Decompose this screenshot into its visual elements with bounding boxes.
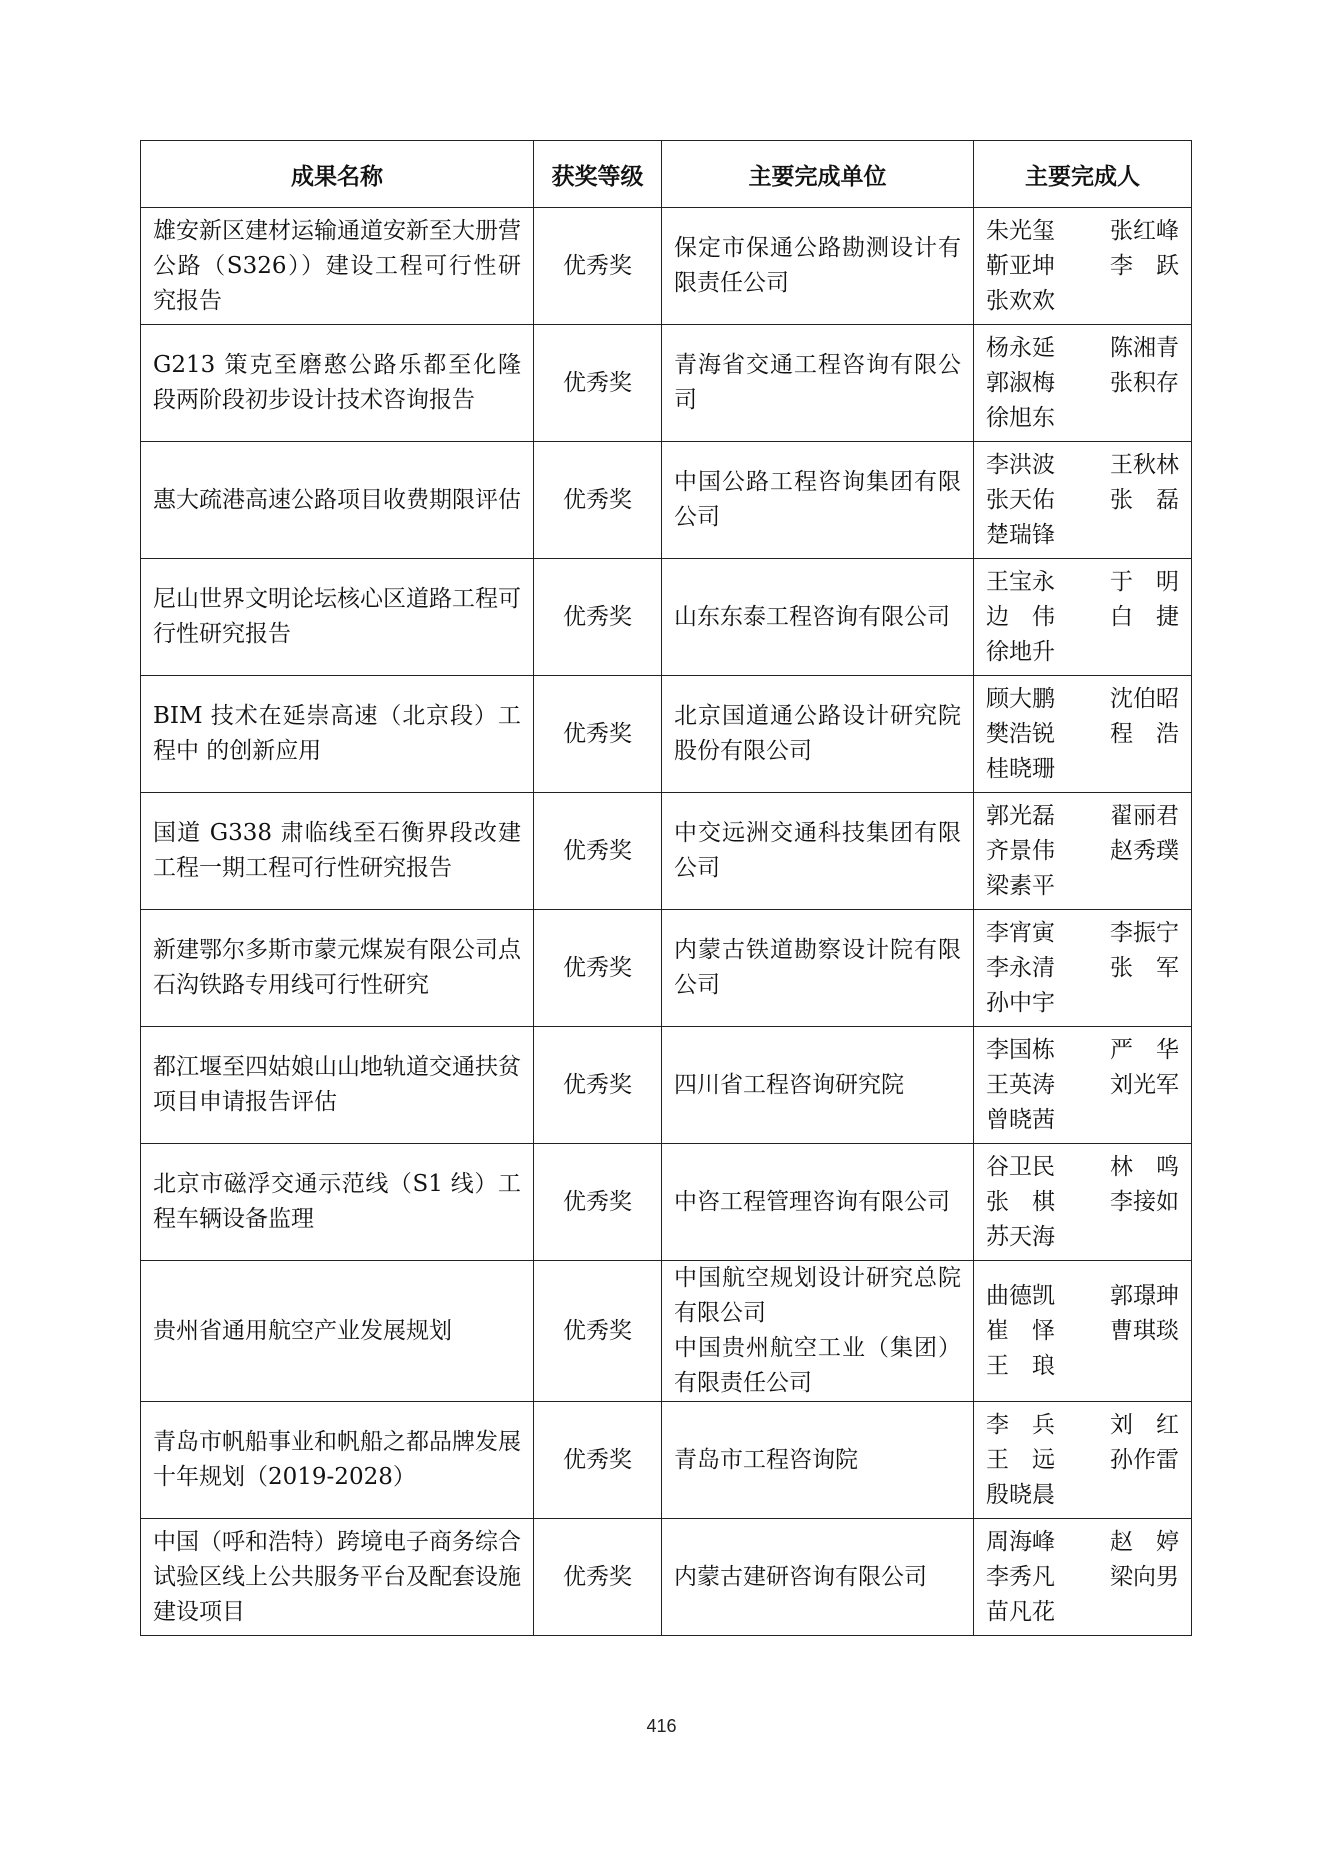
main-unit xyxy=(662,1402,974,1519)
main-unit xyxy=(662,1519,974,1636)
award-level: 优秀奖 xyxy=(534,1402,662,1519)
award-level: 优秀奖 xyxy=(534,1144,662,1261)
achievement-name: 雄安新区建材运输通道安新至大册营公路（S326））建设工程可行性研究报告 xyxy=(141,208,534,325)
award-level: 优秀奖 xyxy=(534,559,662,676)
main-unit xyxy=(662,208,974,325)
person-name: 樊浩锐 xyxy=(986,720,1055,747)
main-unit xyxy=(662,1144,974,1261)
people-list xyxy=(986,916,1179,1021)
award-level: 优秀奖 xyxy=(534,1519,662,1636)
person-name: 李接如 xyxy=(1110,1188,1179,1215)
main-people xyxy=(974,1519,1192,1636)
person-name: 李 兵 xyxy=(986,1411,1055,1438)
unit-name: 中国航空规划设计研究总院有限公司 xyxy=(674,1265,961,1326)
person-name: 赵 婷 xyxy=(1110,1528,1179,1555)
person-name: 郭光磊 xyxy=(986,802,1055,829)
person-name: 李宵寅 xyxy=(986,919,1055,946)
person-name: 殷晓晨 xyxy=(986,1481,1055,1508)
header-award-level: 获奖等级 xyxy=(534,141,662,208)
unit-name: 中国贵州航空工业（集团）有限责任公司 xyxy=(674,1335,961,1396)
person-name: 桂晓珊 xyxy=(986,755,1055,782)
main-people xyxy=(974,910,1192,1027)
person-name: 于 明 xyxy=(1110,568,1179,595)
main-people xyxy=(974,1027,1192,1144)
achievement-name: 青岛市帆船事业和帆船之都品牌发展十年规划（2019-2028） xyxy=(141,1402,534,1519)
people-list xyxy=(986,331,1179,436)
table-row xyxy=(141,910,1192,1027)
person-name: 陈湘青 xyxy=(1110,334,1179,361)
people-list xyxy=(986,1150,1179,1255)
unit-name: 四川省工程咨询研究院 xyxy=(674,1071,904,1098)
person-name: 翟丽君 xyxy=(1110,802,1179,829)
person-name: 齐景伟 xyxy=(986,837,1055,864)
main-unit xyxy=(662,793,974,910)
main-people xyxy=(974,442,1192,559)
table-row xyxy=(141,208,1192,325)
table-row xyxy=(141,1261,1192,1402)
person-name: 郭璟珅 xyxy=(1110,1282,1179,1309)
unit-name: 中国公路工程咨询集团有限公司 xyxy=(674,469,961,530)
header-achievement-name: 成果名称 xyxy=(141,141,534,208)
award-level: 优秀奖 xyxy=(534,208,662,325)
person-name: 张 军 xyxy=(1110,954,1179,981)
person-name: 李 跃 xyxy=(1110,252,1179,279)
achievement-name: 贵州省通用航空产业发展规划 xyxy=(141,1261,534,1402)
award-level: 优秀奖 xyxy=(534,442,662,559)
award-level: 优秀奖 xyxy=(534,793,662,910)
person-name: 王 远 xyxy=(986,1446,1055,1473)
person-name: 程 浩 xyxy=(1110,720,1179,747)
person-name: 谷卫民 xyxy=(986,1153,1055,1180)
unit-name: 北京国道通公路设计研究院股份有限公司 xyxy=(674,703,961,764)
achievement-name: 中国（呼和浩特）跨境电子商务综合试验区线上公共服务平台及配套设施建设项目 xyxy=(141,1519,534,1636)
main-people xyxy=(974,1144,1192,1261)
main-unit xyxy=(662,442,974,559)
achievement-name: 北京市磁浮交通示范线（S1 线）工程车辆设备监理 xyxy=(141,1144,534,1261)
person-name: 楚瑞锋 xyxy=(986,521,1055,548)
unit-name: 青海省交通工程咨询有限公司 xyxy=(674,352,961,413)
people-list xyxy=(986,682,1179,787)
person-name: 严 华 xyxy=(1110,1036,1179,1063)
table-row xyxy=(141,325,1192,442)
unit-name: 山东东泰工程咨询有限公司 xyxy=(674,603,950,630)
award-level: 优秀奖 xyxy=(534,1261,662,1402)
person-name: 朱光玺 xyxy=(986,217,1055,244)
unit-name: 中咨工程管理咨询有限公司 xyxy=(674,1188,950,1215)
person-name: 顾大鹏 xyxy=(986,685,1055,712)
person-name: 沈伯昭 xyxy=(1110,685,1179,712)
person-name: 林 鸣 xyxy=(1110,1153,1179,1180)
person-name: 梁向男 xyxy=(1110,1563,1179,1590)
table-row xyxy=(141,793,1192,910)
person-name: 王 琅 xyxy=(986,1352,1055,1379)
people-list xyxy=(986,1525,1179,1630)
person-name: 梁素平 xyxy=(986,872,1055,899)
people-list xyxy=(986,1033,1179,1138)
people-list xyxy=(986,799,1179,904)
person-name: 苏天海 xyxy=(986,1223,1055,1250)
achievement-name: BIM 技术在延崇高速（北京段）工程中 的创新应用 xyxy=(141,676,534,793)
main-people xyxy=(974,559,1192,676)
person-name: 边 伟 xyxy=(986,603,1055,630)
person-name: 白 捷 xyxy=(1110,603,1179,630)
unit-name: 中交远洲交通科技集团有限公司 xyxy=(674,820,961,881)
people-list xyxy=(986,214,1179,319)
achievement-name: 国道 G338 肃临线至石衡界段改建工程一期工程可行性研究报告 xyxy=(141,793,534,910)
person-name: 张红峰 xyxy=(1110,217,1179,244)
person-name: 张天佑 xyxy=(986,486,1055,513)
achievement-name: 新建鄂尔多斯市蒙元煤炭有限公司点石沟铁路专用线可行性研究 xyxy=(141,910,534,1027)
table-header-row xyxy=(141,141,1192,208)
person-name: 王英涛 xyxy=(986,1071,1055,1098)
main-people xyxy=(974,793,1192,910)
table-row xyxy=(141,442,1192,559)
person-name: 李洪波 xyxy=(986,451,1055,478)
person-name: 刘光军 xyxy=(1110,1071,1179,1098)
person-name: 张积存 xyxy=(1110,369,1179,396)
person-name: 曹琪琰 xyxy=(1110,1317,1179,1344)
table-row xyxy=(141,1144,1192,1261)
page-number: 416 xyxy=(646,1716,677,1736)
person-name: 张 棋 xyxy=(986,1188,1055,1215)
award-level: 优秀奖 xyxy=(534,676,662,793)
person-name: 曲德凯 xyxy=(986,1282,1055,1309)
awards-table xyxy=(140,140,1192,1636)
achievement-name: 尼山世界文明论坛核心区道路工程可行性研究报告 xyxy=(141,559,534,676)
unit-name: 内蒙古建研咨询有限公司 xyxy=(674,1563,927,1590)
person-name: 张欢欢 xyxy=(986,287,1055,314)
person-name: 孙作雷 xyxy=(1110,1446,1179,1473)
person-name: 张 磊 xyxy=(1110,486,1179,513)
table-row xyxy=(141,676,1192,793)
main-unit xyxy=(662,910,974,1027)
people-list xyxy=(986,1279,1179,1384)
person-name: 徐地升 xyxy=(986,638,1055,665)
main-unit xyxy=(662,676,974,793)
person-name: 王宝永 xyxy=(986,568,1055,595)
main-people xyxy=(974,1261,1192,1402)
award-level: 优秀奖 xyxy=(534,910,662,1027)
main-people xyxy=(974,676,1192,793)
person-name: 李国栋 xyxy=(986,1036,1055,1063)
person-name: 杨永延 xyxy=(986,334,1055,361)
person-name: 曾晓茜 xyxy=(986,1106,1055,1133)
person-name: 李永清 xyxy=(986,954,1055,981)
unit-name: 内蒙古铁道勘察设计院有限公司 xyxy=(674,937,961,998)
person-name: 刘 红 xyxy=(1110,1411,1179,1438)
main-unit xyxy=(662,325,974,442)
main-people xyxy=(974,325,1192,442)
table-row xyxy=(141,1519,1192,1636)
table-row xyxy=(141,559,1192,676)
person-name: 孙中宇 xyxy=(986,989,1055,1016)
person-name: 周海峰 xyxy=(986,1528,1055,1555)
main-unit xyxy=(662,1261,974,1402)
people-list xyxy=(986,1408,1179,1513)
main-people xyxy=(974,1402,1192,1519)
header-main-unit: 主要完成单位 xyxy=(662,141,974,208)
person-name: 李振宁 xyxy=(1110,919,1179,946)
main-unit xyxy=(662,1027,974,1144)
table-row xyxy=(141,1027,1192,1144)
achievement-name: 都江堰至四姑娘山山地轨道交通扶贫项目申请报告评估 xyxy=(141,1027,534,1144)
award-level: 优秀奖 xyxy=(534,1027,662,1144)
person-name: 郭淑梅 xyxy=(986,369,1055,396)
header-main-people: 主要完成人 xyxy=(974,141,1192,208)
people-list xyxy=(986,565,1179,670)
person-name: 李秀凡 xyxy=(986,1563,1055,1590)
unit-name: 保定市保通公路勘测设计有限责任公司 xyxy=(674,235,961,296)
person-name: 崔 怿 xyxy=(986,1317,1055,1344)
unit-name: 青岛市工程咨询院 xyxy=(674,1446,858,1473)
person-name: 赵秀璞 xyxy=(1110,837,1179,864)
main-unit xyxy=(662,559,974,676)
people-list xyxy=(986,448,1179,553)
main-people xyxy=(974,208,1192,325)
achievement-name: 惠大疏港高速公路项目收费期限评估 xyxy=(141,442,534,559)
person-name: 徐旭东 xyxy=(986,404,1055,431)
achievement-name: G213 策克至磨憨公路乐都至化隆段两阶段初步设计技术咨询报告 xyxy=(141,325,534,442)
person-name: 靳亚坤 xyxy=(986,252,1055,279)
person-name: 苗凡花 xyxy=(986,1598,1055,1625)
award-level: 优秀奖 xyxy=(534,325,662,442)
table-row xyxy=(141,1402,1192,1519)
person-name: 王秋林 xyxy=(1110,451,1179,478)
